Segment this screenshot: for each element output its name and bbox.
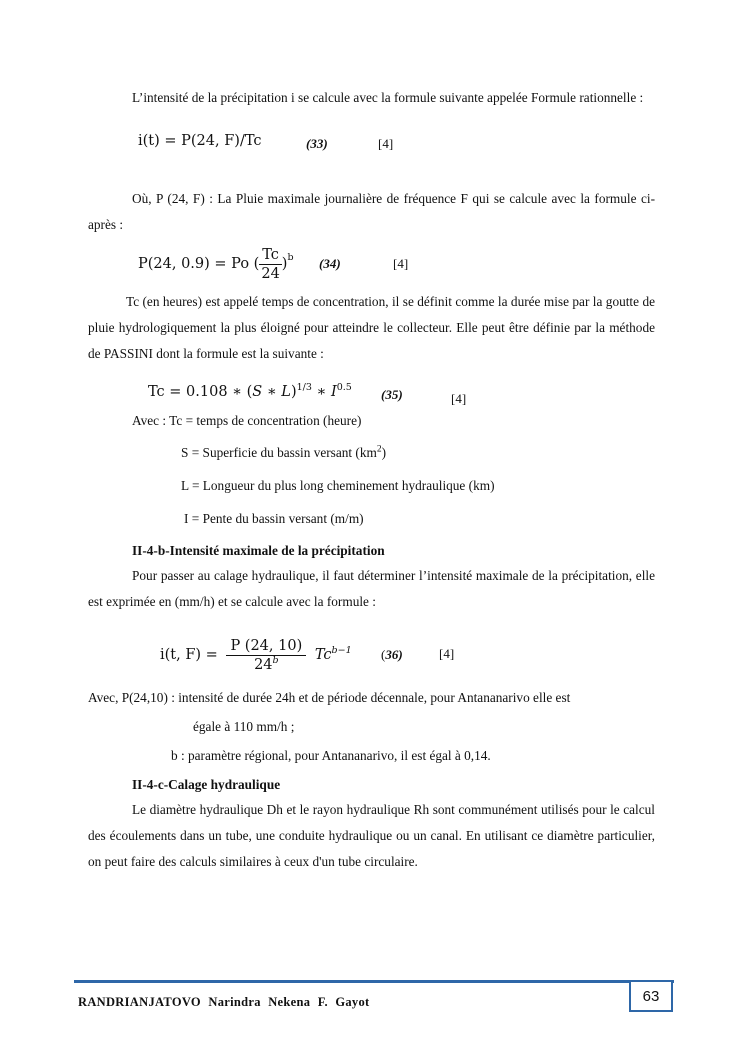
equation-35-i: I bbox=[330, 384, 337, 400]
var-i: I = Pente du bassin versant (m/m) bbox=[184, 511, 364, 526]
equation-35-part3: ∗ bbox=[311, 384, 331, 400]
equation-33: i(t) = P(24, F)/Tc bbox=[138, 133, 262, 149]
equation-36-den-base: 24 bbox=[254, 656, 273, 673]
equation-33-reference: [4] bbox=[378, 136, 394, 151]
equation-36-reference: [4] bbox=[439, 646, 455, 661]
equation-34-reference: [4] bbox=[393, 256, 409, 271]
var-l: L = Longueur du plus long cheminement hydraulique (km) bbox=[181, 478, 495, 493]
equation-34-numerator: Tc bbox=[259, 246, 281, 265]
section-b-paragraph: Pour passer au calage hydraulique, il faut déterminer l’intensité maximale de la précipitation, elle est exprimée en (mm/h) et se calcule avec la formule : bbox=[88, 568, 655, 609]
var-s-text: S = Superficie du bassin versant (km bbox=[181, 445, 377, 460]
avec2-line3: b : paramètre régional, pour Antananarivo, il est égal à 0,14. bbox=[171, 748, 491, 763]
avec2-line2: égale à 110 mm/h ; bbox=[193, 719, 295, 734]
equation-36-number-open: ( bbox=[381, 647, 386, 662]
equation-34-lhs: P(24, 0.9) = Po ( bbox=[138, 256, 260, 272]
definition-p-paragraph: Où, P (24, F) : La Pluie maximale journalière de fréquence F qui se calcule avec la formule ci-après : bbox=[88, 191, 655, 232]
equation-35-mult: ∗ bbox=[262, 384, 282, 400]
equation-33-number: (33) bbox=[306, 136, 328, 151]
section-b-heading: II-4-b-Intensité maximale de la précipitation bbox=[132, 543, 385, 558]
equation-34-close: ) bbox=[281, 256, 288, 272]
equation-34 bbox=[138, 242, 294, 286]
footer-rule bbox=[74, 980, 674, 983]
footer-author: RANDRIANJATOVO Narindra Nekena F. Gayot bbox=[78, 995, 370, 1009]
tc-paragraph: Tc (en heures) est appelé temps de concentration, il se définit comme la durée mise par la goutte de pluie hydrologiquement la plus éloigné pour atteindre le collecteur. Elle peut être définie par la méthode de PASSINI dont la formule est la suivante : bbox=[88, 294, 655, 361]
equation-35-part1: Tc = 0.108 ∗ ( bbox=[148, 384, 253, 400]
equation-36-number-text: 36) bbox=[385, 647, 403, 662]
equation-36-fraction bbox=[226, 637, 306, 674]
equation-35-s: S bbox=[252, 384, 263, 400]
equation-34-fraction bbox=[259, 246, 281, 283]
equation-36-number bbox=[381, 646, 403, 664]
equation-36-rhs-base: Tc bbox=[314, 647, 332, 663]
equation-35-exp2: 0.5 bbox=[336, 382, 352, 394]
var-s-close: ) bbox=[381, 445, 387, 460]
var-tc: Avec : Tc = temps de concentration (heure) bbox=[132, 413, 362, 428]
equation-34-denominator: 24 bbox=[261, 265, 280, 282]
equation-36-lhs: i(t, F) = bbox=[160, 647, 218, 663]
equation-35 bbox=[148, 383, 352, 401]
var-s-sup: 2 bbox=[376, 444, 382, 455]
equation-36-numerator: P (24, 10) bbox=[226, 637, 306, 656]
equation-35-reference: [4] bbox=[451, 391, 467, 406]
equation-36-den-exp: b bbox=[272, 654, 279, 666]
equation-36-denominator bbox=[226, 656, 306, 674]
var-s bbox=[181, 444, 386, 462]
section-c-paragraph: Le diamètre hydraulique Dh et le rayon hydraulique Rh sont communément utilisés pour le calcul des écoulements dans un tube, une conduite hydraulique ou un canal. En utilisant ce diamètre particulier, on peut faire des calculs similaires à ceux d'un tube circulaire. bbox=[88, 802, 655, 869]
page-number: 63 bbox=[629, 982, 673, 1012]
equation-35-exp1: 1/3 bbox=[296, 382, 312, 394]
equation-34-exponent: b bbox=[287, 252, 294, 263]
intro-paragraph: L’intensité de la précipitation i se calcule avec la formule suivante appelée Formule rationnelle : bbox=[132, 90, 644, 105]
equation-36 bbox=[160, 633, 352, 677]
avec2-line1: Avec, P(24,10) : intensité de durée 24h et de période décennale, pour Antananarivo elle est bbox=[88, 690, 571, 705]
equation-35-part2: ) bbox=[290, 384, 297, 400]
equation-36-rhs-exp: b−1 bbox=[331, 645, 352, 656]
equation-35-number: (35) bbox=[381, 387, 403, 402]
equation-35-l: L bbox=[281, 384, 291, 400]
equation-34-number: (34) bbox=[319, 256, 341, 271]
section-c-heading: II-4-c-Calage hydraulique bbox=[132, 777, 281, 792]
